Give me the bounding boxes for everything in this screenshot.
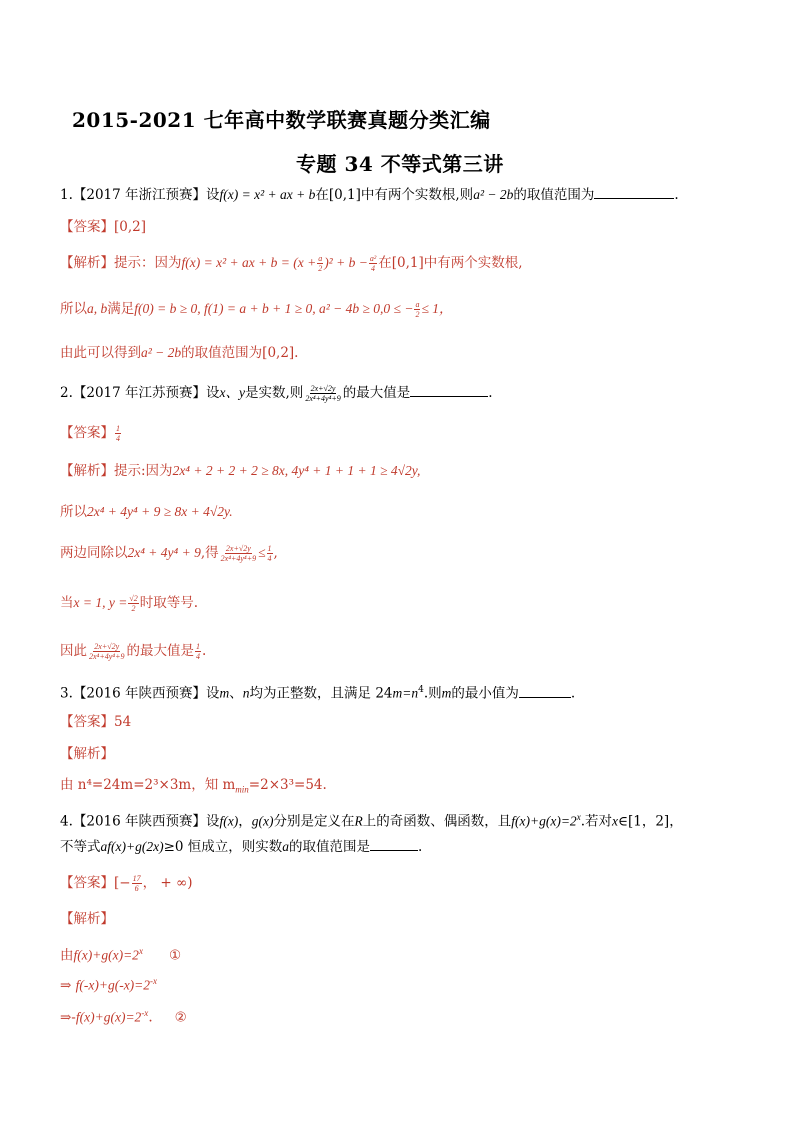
solution-2-line-2: 所以2x⁴ + 4y⁴ + 9 ≥ 8x + 4√2y. xyxy=(60,504,233,520)
fraction: $\frac{17}{6}$ xyxy=(132,874,141,893)
circled-two-marker: ② xyxy=(174,1009,187,1026)
fraction: $\frac{a}{2}$ xyxy=(415,300,420,319)
question-4-line-2: 不等式af(x)+g(2x)≥0 恒成立，则实数a的取值范围是 . xyxy=(60,839,423,855)
question-2: 2.【2017 年江苏预赛】设x、y是实数,则 $\frac{2x+√2y}{\text{2x⁴+4y⁴+9}}$ 的最大值是 . xyxy=(60,384,493,403)
solution-4-step-1: 由$f(x)+g(x)=2^x$ ① xyxy=(60,946,182,964)
document-title: 2015-2021 七年高中数学联赛真题分类汇编 xyxy=(72,108,491,132)
answer-blank xyxy=(519,685,571,698)
solution-2-line-5: 因此 $\frac{2x+√2y}{\text{2x⁴+4y⁴+9}}$ 的最大值是 $\frac{1}{4}$ . xyxy=(60,642,207,661)
solution-3-line-1: 由 n⁴=24m=2³×3m，知 $m_{min}=2\times 3^3=54$. xyxy=(60,777,327,795)
question-1: 1.【2017 年浙江预赛】设f(x) = x² + ax + b在[0,1]中有两个实数根,则a² − 2b的取值范围为 . xyxy=(60,187,679,203)
fraction: $\frac{2x+√2y}{\text{2x⁴+4y⁴+9}}$ xyxy=(89,642,125,661)
answer-blank xyxy=(594,186,674,199)
solution-2-line-1: 【解析】提示:因为2x⁴ + 2 + 2 + 2 ≥ 8x, 4y⁴ + 1 + 1 + 1 ≥ 4√2y, xyxy=(60,463,421,479)
solution-4-label: 【解析】 xyxy=(60,911,114,927)
answer-blank xyxy=(370,838,418,851)
fraction: $\frac{a}{2}$ xyxy=(318,254,323,273)
document-subtitle: 专题 34 不等式第三讲 xyxy=(296,152,504,176)
question-4-line-1: 4.【2016 年陕西预赛】设f(x)，g(x)分别是定义在R上的奇函数、偶函数，且$f(x)+g(x)=2^x$.若对x∈[1，2]， xyxy=(60,812,683,830)
fraction: $\frac{2x+√2y}{\text{2x⁴+4y⁴+9}}$ xyxy=(305,384,341,403)
solution-3-label: 【解析】 xyxy=(60,746,114,762)
fraction: $\frac{1}{4}$ xyxy=(267,544,272,563)
fraction: $\frac{√2}{2}$ xyxy=(129,594,138,613)
answer-3: 【答案】54 xyxy=(60,714,132,730)
fraction: $\frac{1}{4}$ xyxy=(195,642,200,661)
fraction: $\frac{1}{4}$ xyxy=(116,424,120,443)
solution-2-line-4: 当x = 1, y = $\frac{√2}{2}$ 时取等号. xyxy=(60,594,199,613)
question-3: 3.【2016 年陕西预赛】设m、n均为正整数，且满足 $24m=n^4$.则m的最小值为 . xyxy=(60,685,576,702)
solution-2-line-3: 两边同除以2x⁴ + 4y⁴ + 9,得 $\frac{2x+√2y}{\text{2x⁴+4y⁴+9}}$ ≤ $\frac{1}{4}$ , xyxy=(60,544,278,563)
answer-1: 【答案】[0,2] xyxy=(60,219,147,235)
answer-blank xyxy=(410,384,488,397)
circled-one-marker: ① xyxy=(168,947,182,964)
solution-4-step-2: ⇒ $f(-x)+g(-x)=2^{-x}$ xyxy=(60,976,158,994)
answer-4: 【答案】[− $\frac{17}{6}$ ， + ∞) xyxy=(60,874,193,893)
fraction: $\frac{2x+√2y}{\text{2x⁴+4y⁴+9}}$ xyxy=(220,544,257,563)
solution-1-line-3: 由此可以得到a² − 2b的取值范围为[0,2]. xyxy=(60,345,299,361)
answer-2: 【答案】 $\frac{1}{4}$ xyxy=(60,424,120,443)
solution-1-line-1: 【解析】提示：因为f(x) = x² + ax + b = (x + $\frac{a}{2}$ )² + b − $\frac{\text{a²}}{4}$ 在[0,1]中有两个实数根, xyxy=(60,254,523,273)
solution-1-line-2: 所以a, b满足f(0) = b ≥ 0, f(1) = a + b + 1 ≥ 0, a² − 4b ≥ 0,0 ≤ − $\frac{a}{2}$ ≤ 1， xyxy=(60,300,453,319)
fraction: $\frac{\text{a²}}{4}$ xyxy=(369,254,377,273)
solution-4-step-3: $\Rightarrow-f(x)+g(x)=2^{-x}$. ② xyxy=(60,1008,187,1026)
